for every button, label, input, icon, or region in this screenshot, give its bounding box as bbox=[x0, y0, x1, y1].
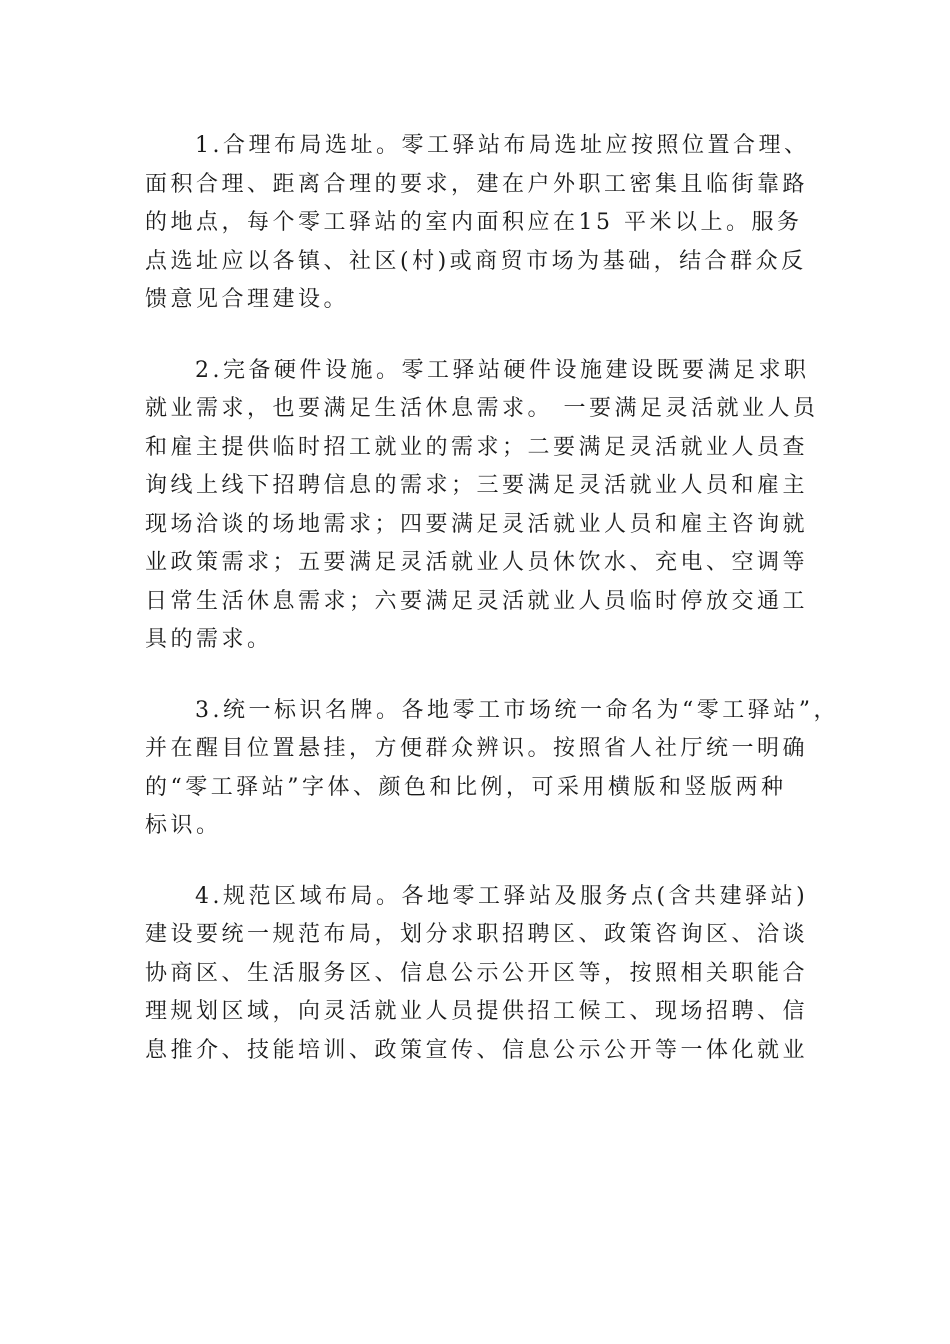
paragraph-area-layout bbox=[145, 878, 809, 1071]
paragraph-line: 现场洽谈的场地需求；四要满足灵活就业人员和雇主咨询就 bbox=[145, 511, 809, 537]
paragraph-line: 面积合理、距离合理的要求，建在户外职工密集且临街靠路 bbox=[145, 171, 809, 197]
paragraph-line: 的地点，每个零工驿站的室内面积应在15 平米以上。服务 bbox=[145, 210, 803, 235]
paragraph-line: 3.统一标识名牌。各地零工市场统一命名为“零工驿站”， bbox=[195, 697, 839, 723]
paragraph-line: 和雇主提供临时招工就业的需求；二要满足灵活就业人员查 bbox=[145, 434, 809, 460]
paragraph-line: 建设要统一规范布局，划分求职招聘区、政策咨询区、洽谈 bbox=[145, 922, 809, 947]
paragraph-line: 1.合理布局选址。零工驿站布局选址应按照位置合理、 bbox=[195, 133, 810, 158]
paragraph-line: 具的需求。 bbox=[145, 627, 273, 652]
paragraph-hardware-facilities bbox=[145, 352, 819, 660]
paragraph-line: 业政策需求；五要满足灵活就业人员休饮水、充电、空调等 bbox=[145, 550, 809, 575]
paragraph-line: 协商区、生活服务区、信息公示公开区等，按照相关职能合 bbox=[145, 960, 809, 986]
paragraph-line: 4.规范区域布局。各地零工驿站及服务点(含共建驿站) bbox=[195, 883, 809, 909]
paragraph-line: 点选址应以各镇、社区(村)或商贸市场为基础，结合群众反 bbox=[145, 248, 807, 274]
paragraph-line: 日常生活休息需求；六要满足灵活就业人员临时停放交通工 bbox=[145, 588, 809, 614]
paragraph-site-selection bbox=[145, 127, 810, 320]
paragraph-line: 理规划区域，向灵活就业人员提供招工候工、现场招聘、信 bbox=[145, 999, 809, 1024]
paragraph-line: 并在醒目位置悬挂，方便群众辨识。按照省人社厅统一明确 bbox=[145, 736, 809, 761]
paragraph-line: 的“零工驿站”字体、颜色和比例，可采用横版和竖版两种 bbox=[145, 774, 787, 800]
paragraph-unified-signage bbox=[145, 692, 839, 846]
paragraph-line: 息推介、技能培训、政策宣传、信息公示公开等一体化就业 bbox=[145, 1037, 809, 1063]
paragraph-line: 就业需求，也要满足生活休息需求。 一要满足灵活就业人员 bbox=[145, 396, 819, 421]
document-body bbox=[145, 127, 839, 1070]
paragraph-line: 馈意见合理建设。 bbox=[145, 287, 350, 312]
paragraph-line: 2.完备硬件设施。零工驿站硬件设施建设既要满足求职 bbox=[195, 357, 810, 383]
paragraph-line: 标识。 bbox=[145, 813, 222, 838]
paragraph-line: 询线上线下招聘信息的需求；三要满足灵活就业人员和雇主 bbox=[145, 473, 809, 498]
